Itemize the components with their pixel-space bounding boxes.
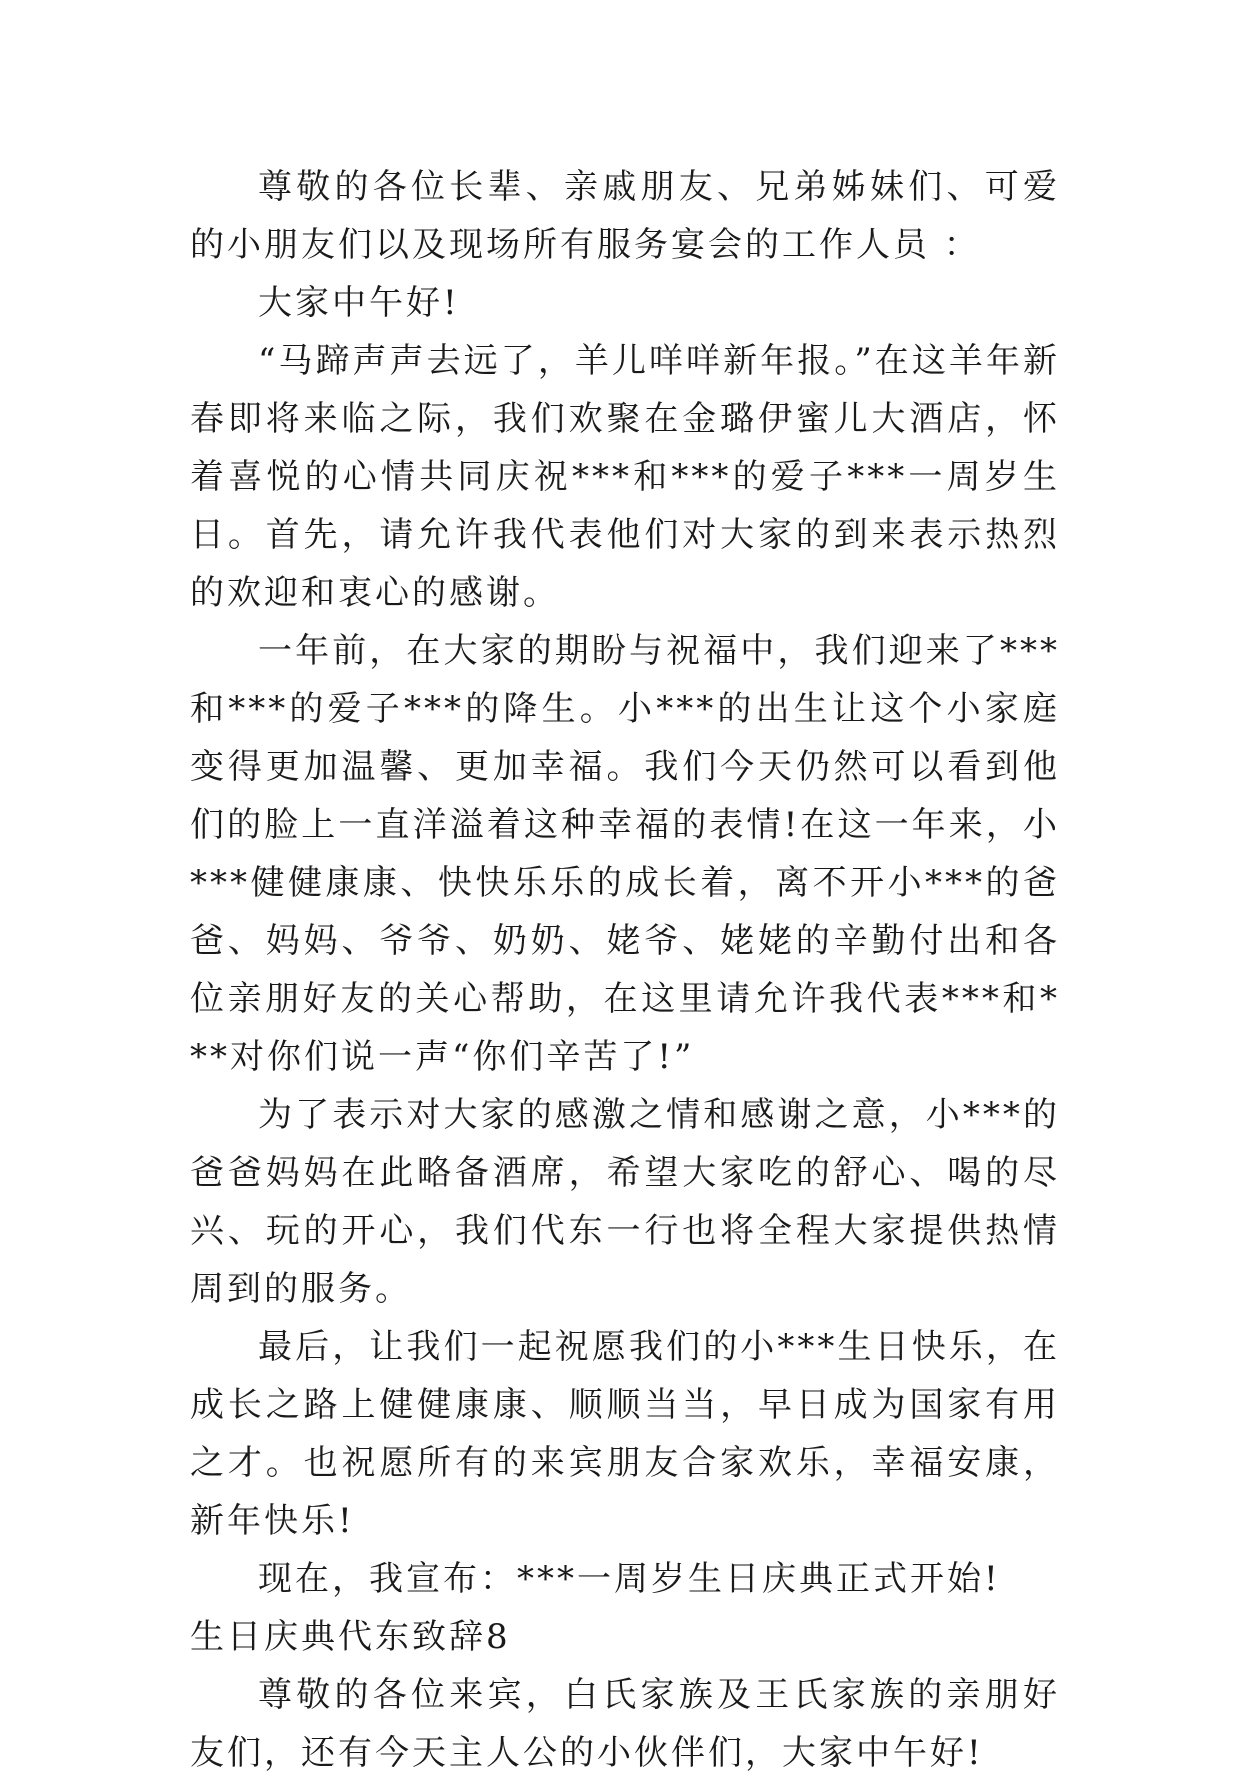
paragraph-hello: 大家中午好! [258,283,460,323]
paragraph-next-greeting: 尊敬的各位来宾，白氏家族及王氏家族的亲朋好友们，还有今天主人公的小伙伴们，大家中午好! [190,1675,1060,1773]
paragraph-announcement: 现在，我宣布：***一周岁生日庆典正式开始! [258,1559,1001,1599]
document-body [190,158,1060,1782]
paragraph-thanks: 为了表示对大家的感激之情和感谢之意，小***的爸爸妈妈在此略备酒席，希望大家吃的舒心、喝的尽兴、玩的开心，我们代东一行也将全程大家提供热情周到的服务。 [190,1095,1060,1309]
section-heading: 生日庆典代东致辞8 [190,1617,511,1657]
paragraph-new-year: “马蹄声声去远了，羊儿咩咩新年报。”在这羊年新春即将来临之际，我们欢聚在金璐伊蜜儿大酒店，怀着喜悦的心情共同庆祝***和***的爱子***一周岁生日。首先，请允许我代表他们对大家的到来表示热烈的欢迎和衷心的感谢。 [190,341,1060,613]
paragraph-wishes: 最后，让我们一起祝愿我们的小***生日快乐，在成长之路上健健康康、顺顺当当，早日成为国家有用之才。也祝愿所有的来宾朋友合家欢乐，幸福安康，新年快乐! [190,1327,1060,1541]
paragraph-one-year-ago: 一年前，在大家的期盼与祝福中，我们迎来了***和***的爱子***的降生。小***的出生让这个小家庭变得更加温馨、更加幸福。我们今天仍然可以看到他们的脸上一直洋溢着这种幸福的表情!在这一年来，小***健健康康、快快乐乐的成长着，离不开小***的爸爸、妈妈、爷爷、奶奶、姥爷、姥姥的辛勤付出和各位亲朋好友的关心帮助，在这里请允许我代表***和***对你们说一声“你们辛苦了!” [190,631,1060,1077]
paragraph-greeting: 尊敬的各位长辈、亲戚朋友、兄弟姊妹们、可爱的小朋友们以及现场所有服务宴会的工作人员 ： [190,167,1060,265]
